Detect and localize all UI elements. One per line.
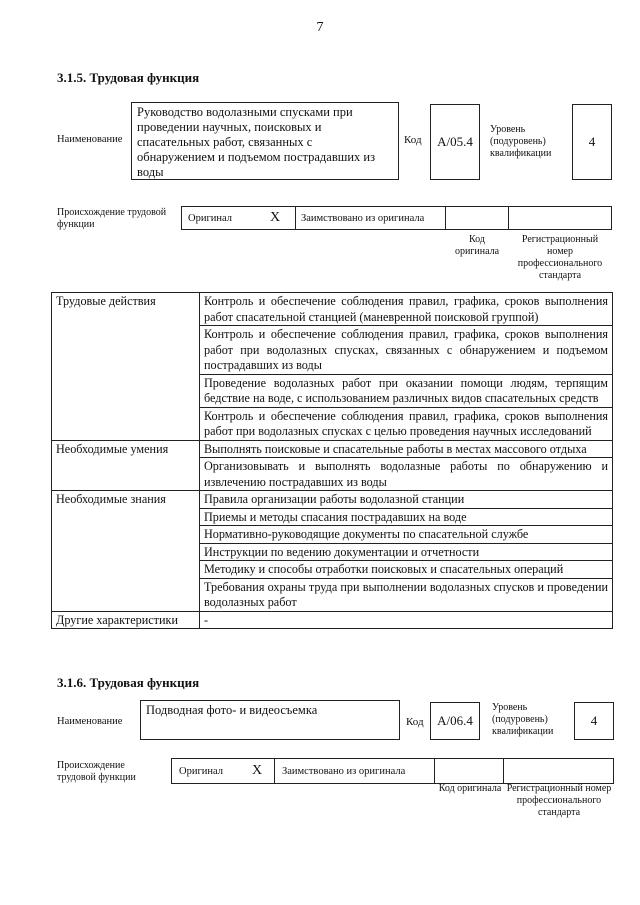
code-orig-cell-316 — [435, 758, 504, 784]
section-title-315: 3.1.5. Трудовая функция — [57, 70, 200, 85]
original-label-316: Оригинал — [179, 765, 223, 777]
skill-item: Организовывать и выполнять водолазные работы по обнаружению и извлечению пострадавших из воды — [200, 458, 613, 491]
section-title-316: 3.1.6. Трудовая функция — [57, 675, 200, 690]
borrowed-label-315: Заимствовано из оригинала — [296, 206, 446, 230]
knowledge-item: Инструкции по ведению документации и отчетности — [200, 543, 613, 561]
borrowed-label-316: Заимствовано из оригинала — [275, 758, 435, 784]
action-item: Контроль и обеспечение соблюдения правил, графика, сроков выполнения работ спасательной станцией (маневренной поисковой группой) — [200, 293, 613, 326]
knowledge-item: Требования охраны труда при выполнении водолазных спусков и проведении водолазных работ — [200, 578, 613, 611]
function-table — [51, 292, 613, 629]
level-value-316: 4 — [574, 702, 614, 740]
skills-label: Необходимые умения — [52, 440, 200, 491]
name-label-315: Наименование — [57, 134, 123, 145]
action-item: Контроль и обеспечение соблюдения правил, графика, сроков выполнения работ при водолазных спусках с целью проведения научных исследований — [200, 407, 613, 440]
code-orig-label-316: Код оригинала — [438, 783, 502, 794]
original-label-315: Оригинал — [188, 212, 232, 224]
level-label-316: Уровень (подуровень) квалификации — [492, 702, 554, 737]
name-label-316: Наименование — [57, 716, 123, 727]
knowledge-item: Нормативно-руководящие документы по спасательной службе — [200, 526, 613, 544]
reg-num-label-315: Регистрационный номер профессионального стандарта — [517, 234, 603, 281]
code-orig-label-315: Код оригинала — [454, 234, 500, 257]
knowledge-item: Методику и способы отработки поисковых и спасательных операций — [200, 561, 613, 579]
action-item: Контроль и обеспечение соблюдения правил, графика, сроков выполнения работ при водолазных спусках, связанных с обнаружением и подъемом пострадавших из воды — [200, 326, 613, 375]
origin-label-316: Происхождение трудовой функции — [57, 760, 136, 783]
origin-label-315: Происхождение трудовой функции — [57, 207, 167, 230]
other-label: Другие характеристики — [52, 611, 200, 629]
knowledge-item: Приемы и методы спасания пострадавших на воде — [200, 508, 613, 526]
reg-num-cell-315 — [509, 206, 612, 230]
reg-num-cell-316 — [504, 758, 614, 784]
page-number: 7 — [316, 20, 324, 35]
action-item: Проведение водолазных работ при оказании помощи людям, терпящим бедствие на воде, с использованием различных видов спасательных средств — [200, 374, 613, 407]
original-mark-316: X — [252, 763, 263, 778]
original-mark-315: X — [270, 210, 281, 225]
name-value-315: Руководство водолазными спусками при проведении научных, поисковых и спасательных работ, связанных с обнаружением и подъемом пострадавших из воды — [131, 102, 399, 180]
code-orig-cell-315 — [446, 206, 509, 230]
reg-num-label-316: Регистрационный номер профессионального стандарта — [506, 783, 612, 818]
other-value: - — [200, 611, 613, 629]
code-value-316: A/06.4 — [430, 702, 480, 740]
level-label-315: Уровень (подуровень) квалификации — [490, 124, 552, 159]
original-cell-315 — [181, 206, 296, 230]
knowledge-label: Необходимые знания — [52, 491, 200, 612]
skill-item: Выполнять поисковые и спасательные работы в местах массового отдыха — [200, 440, 613, 458]
original-cell-316 — [171, 758, 275, 784]
code-label-315: Код — [404, 134, 422, 146]
level-value-315: 4 — [572, 104, 612, 180]
code-value-315: A/05.4 — [430, 104, 480, 180]
code-label-316: Код — [406, 716, 424, 728]
actions-label: Трудовые действия — [52, 293, 200, 441]
name-value-316: Подводная фото- и видеосъемка — [140, 700, 400, 740]
origin-row-315 — [181, 206, 612, 230]
knowledge-item: Правила организации работы водолазной станции — [200, 491, 613, 509]
origin-row-316 — [171, 758, 614, 784]
